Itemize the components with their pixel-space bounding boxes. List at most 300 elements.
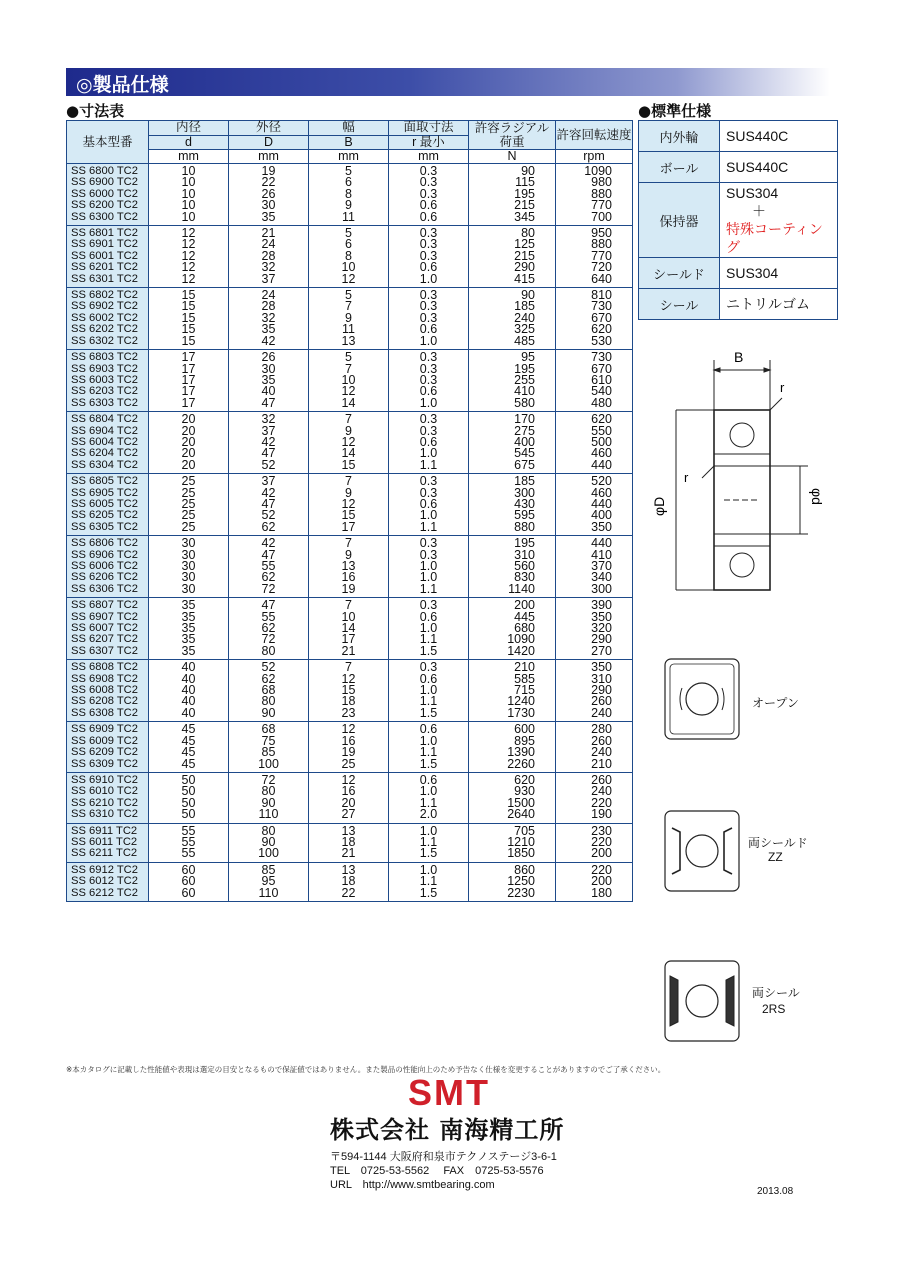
dimension-table [66,120,633,902]
col-name: 許容ラジアル荷重 [469,121,556,150]
value: 45 [181,733,196,748]
value: 240 [514,310,535,325]
value: 720 [591,260,612,275]
model-number: SS 6001 TC2 [71,249,138,262]
value: 550 [591,423,612,438]
model-number: SS 6803 TC2 [71,351,138,364]
value: 17 [341,632,356,647]
value: 42 [261,485,276,500]
model-number: SS 6902 TC2 [71,300,138,313]
value: 340 [591,570,612,585]
value: 1.0 [419,333,438,348]
model-cell [67,660,149,722]
value: 200 [514,598,535,613]
value: 30 [181,581,196,596]
spec-section-title: ●標準仕様 [638,102,712,120]
value: 19 [261,164,276,178]
value-cell-d [149,862,229,901]
table-row-group [67,660,633,722]
model-cell [67,722,149,773]
value-cell-r [389,474,469,536]
value: 0.3 [419,361,438,376]
company-phone-fax: TEL 0725-53-5562 FAX 0725-53-5576 [330,1165,544,1177]
value: 190 [591,807,612,822]
value: 1.0 [419,733,438,748]
value-cell-r [389,722,469,773]
value: 0.6 [419,322,438,337]
value: 13 [341,559,356,573]
value: 72 [261,772,276,787]
value: 1.0 [419,446,438,461]
value: 0.3 [419,372,438,387]
value: 1.0 [419,508,438,523]
value: 215 [514,198,535,213]
spec-row [639,152,838,183]
value: 12 [181,237,196,252]
coating-label: 特殊コーティング [726,221,823,255]
value: 320 [591,621,612,636]
value-cell-D [229,772,309,823]
value: 110 [258,885,279,900]
model-number: SS 6807 TC2 [71,599,138,612]
value: 7 [345,299,352,314]
value: 0.6 [419,671,438,686]
value-cell-B [309,772,389,823]
company-address: 〒594-1144 大阪府和泉市テクノステージ3-6-1 [330,1151,557,1163]
value: 300 [514,485,535,500]
model-number: SS 6204 TC2 [71,447,138,460]
value: 1500 [507,795,535,810]
value-cell-d [149,288,229,350]
value: 85 [261,745,276,760]
value-cell-d [149,536,229,598]
spec-value: SUS304 [720,258,838,289]
value: 5 [345,164,352,178]
value-cell-B [309,823,389,862]
value: 860 [514,862,535,877]
value-cell-rpm [556,226,633,288]
value: 220 [591,834,612,849]
value: 21 [341,643,356,658]
model-number: SS 6802 TC2 [71,289,138,302]
value: 85 [261,862,276,877]
value: 325 [514,322,535,337]
value: 400 [514,434,535,449]
value: 62 [261,570,276,585]
value: 52 [261,660,276,675]
value: 610 [591,372,612,387]
value: 25 [181,474,196,489]
value: 95 [521,350,535,365]
table-row-group [67,226,633,288]
table-row-group [67,772,633,823]
value: 90 [521,164,535,178]
value: 195 [514,186,535,201]
value-cell-B [309,862,389,901]
value: 1.5 [419,643,438,658]
company-url: URL http://www.smtbearing.com [330,1179,495,1191]
table-row-group [67,288,633,350]
value-cell-B [309,474,389,536]
value: 90 [261,834,276,849]
value: 60 [181,862,196,877]
value: 72 [261,632,276,647]
value-cell-D [229,474,309,536]
value: 68 [261,683,276,698]
value: 47 [261,547,276,562]
value: 50 [181,772,196,787]
variant-2rs-label: 両シール [752,986,800,1000]
value-cell-N [469,536,556,598]
value: 1.5 [419,756,438,771]
value: 15 [341,683,356,698]
value: 95 [261,874,276,889]
value: 12 [341,496,356,511]
value-cell-D [229,288,309,350]
value: 415 [514,271,535,286]
value-cell-rpm [556,536,633,598]
value: 255 [514,372,535,387]
value: 30 [181,547,196,562]
value: 15 [181,333,196,348]
value: 55 [261,609,276,624]
table-row-group [67,862,633,901]
col-symbol: r 最小 [389,135,469,150]
value: 7 [345,536,352,551]
value: 370 [591,559,612,573]
value: 240 [591,784,612,799]
value: 2.0 [419,807,438,822]
value: 25 [181,485,196,500]
value: 0.3 [419,350,438,365]
value: 72 [261,581,276,596]
value-cell-N [469,226,556,288]
value: 28 [261,248,276,263]
value: 620 [514,772,535,787]
value: 520 [591,474,612,489]
value: 185 [514,299,535,314]
value-cell-rpm [556,772,633,823]
model-number: SS 6806 TC2 [71,537,138,550]
value: 210 [514,660,535,675]
label-inner-diameter: φd [809,488,825,505]
value: 14 [341,446,356,461]
model-number: SS 6912 TC2 [71,863,138,876]
value: 50 [181,795,196,810]
label-B: B [734,349,744,365]
value: 37 [261,271,276,286]
value: 220 [591,862,612,877]
value: 12 [181,271,196,286]
model-cell [67,226,149,288]
company-logo: SMT [408,1072,490,1113]
value: 0.3 [419,310,438,325]
model-number: SS 6205 TC2 [71,509,138,522]
value: 80 [261,784,276,799]
value: 0.6 [419,496,438,511]
value: 20 [181,423,196,438]
value: 1.1 [419,834,438,849]
value-cell-D [229,598,309,660]
value: 215 [514,248,535,263]
value: 15 [341,457,356,472]
model-number: SS 6302 TC2 [71,334,138,347]
value: 35 [181,643,196,658]
value: 12 [181,248,196,263]
value: 17 [181,350,196,365]
value: 730 [591,350,612,365]
value: 17 [181,372,196,387]
value: 25 [181,496,196,511]
spec-value: SUS304 [726,185,779,201]
value: 0.6 [419,384,438,399]
value: 275 [514,423,535,438]
value: 0.3 [419,412,438,427]
col-symbol: d [149,135,229,150]
model-number: SS 6012 TC2 [71,875,138,888]
disclaimer-note: ※本カタログに記載した性能値や表現は選定の目安となるもので保証値ではありません。また製品の性能向上のため予告なく仕様を変更することがありますのでご了承ください。 [66,1065,666,1074]
value-cell-D [229,164,309,226]
value: 460 [591,446,612,461]
value: 35 [181,621,196,636]
model-number: SS 6306 TC2 [71,582,138,595]
value-cell-N [469,288,556,350]
model-number: SS 6804 TC2 [71,413,138,426]
spec-value: SUS440C [720,121,838,152]
value: 15 [181,299,196,314]
value: 0.3 [419,660,438,675]
value: 9 [345,423,352,438]
value: 0.3 [419,299,438,314]
value: 1420 [507,643,535,658]
model-number: SS 6003 TC2 [71,373,138,386]
value: 11 [342,322,355,337]
spec-key: 保持器 [639,183,720,258]
value: 32 [261,412,276,427]
value-cell-r [389,862,469,901]
value: 40 [181,671,196,686]
value: 6 [345,237,352,252]
value-cell-D [229,412,309,474]
spec-value-cage [720,183,838,258]
col-unit: mm [229,150,309,164]
value: 25 [181,508,196,523]
value-cell-r [389,288,469,350]
value: 580 [514,395,535,410]
value: 195 [514,536,535,551]
value: 15 [181,310,196,325]
value-cell-N [469,164,556,226]
model-cell [67,823,149,862]
spec-key: シール [639,289,720,320]
value: 80 [261,694,276,709]
value-cell-B [309,536,389,598]
value: 14 [341,621,356,636]
value: 830 [514,570,535,585]
value: 8 [345,248,352,263]
spec-key: ボール [639,152,720,183]
value: 19 [341,581,356,596]
value: 9 [345,547,352,562]
value: 595 [514,508,535,523]
value: 280 [591,722,612,737]
value-cell-B [309,598,389,660]
spec-table [638,120,838,320]
value-cell-r [389,598,469,660]
value: 705 [514,823,535,838]
value-cell-r [389,772,469,823]
spec-row [639,121,838,152]
value: 26 [261,186,276,201]
value: 1.0 [419,823,438,838]
col-name: 内径 [149,121,229,136]
spec-row [639,289,838,320]
value: 1.0 [419,395,438,410]
value: 675 [514,457,535,472]
col-unit: rpm [556,150,633,164]
dimension-table-body [67,164,633,902]
model-number: SS 6801 TC2 [71,227,138,240]
value: 300 [591,581,612,596]
value: 90 [261,705,276,720]
value: 0.6 [419,209,438,224]
value: 60 [181,885,196,900]
value: 1.5 [419,705,438,720]
bearing-dimension-diagram [640,340,825,620]
value-cell-rpm [556,722,633,773]
value: 47 [261,496,276,511]
title-banner [66,68,830,96]
value: 240 [591,745,612,760]
model-number: SS 6211 TC2 [71,847,138,860]
value-cell-r [389,660,469,722]
dims-section-title: ●寸法表 [66,102,125,120]
model-number: SS 6904 TC2 [71,424,138,437]
value: 260 [591,694,612,709]
value: 35 [261,372,276,387]
value-cell-d [149,598,229,660]
value: 20 [181,412,196,427]
value: 1210 [507,834,535,849]
value: 6 [345,175,352,190]
value: 1.1 [419,632,438,647]
value: 0.3 [419,536,438,551]
value: 0.6 [419,260,438,275]
value: 770 [591,198,612,213]
value: 10 [341,609,356,624]
value: 880 [591,237,612,252]
model-header: 基本型番 [67,121,149,164]
col-name: 許容回転速度 [556,121,633,150]
value: 21 [261,226,276,241]
value: 16 [341,570,356,585]
value: 40 [181,705,196,720]
value: 980 [591,175,612,190]
table-row-group [67,164,633,226]
value: 52 [261,457,276,472]
value: 410 [514,384,535,399]
model-number: SS 6310 TC2 [71,808,138,821]
value-cell-r [389,412,469,474]
value: 62 [261,519,276,534]
value-cell-N [469,598,556,660]
model-cell [67,412,149,474]
value: 60 [181,874,196,889]
value: 1.1 [419,874,438,889]
value: 68 [261,722,276,737]
value-cell-N [469,474,556,536]
value: 22 [261,175,276,190]
model-number: SS 6800 TC2 [71,165,138,177]
value: 19 [341,745,356,760]
value: 24 [261,237,276,252]
value: 2260 [507,756,535,771]
value: 0.6 [419,772,438,787]
value: 18 [341,874,356,889]
value: 620 [591,322,612,337]
col-symbol: D [229,135,309,150]
value: 9 [345,485,352,500]
model-number: SS 6808 TC2 [71,661,138,674]
value: 13 [341,333,356,348]
value-cell-rpm [556,660,633,722]
value: 52 [261,508,276,523]
value: 7 [345,361,352,376]
value: 260 [591,772,612,787]
value-cell-d [149,350,229,412]
value-cell-d [149,823,229,862]
model-number: SS 6207 TC2 [71,633,138,646]
value: 170 [514,412,535,427]
value-cell-d [149,660,229,722]
value: 180 [591,885,612,900]
value: 62 [261,671,276,686]
value: 600 [514,722,535,737]
value: 30 [261,361,276,376]
model-number: SS 6202 TC2 [71,323,138,336]
value-cell-rpm [556,288,633,350]
value: 670 [591,361,612,376]
value: 45 [181,756,196,771]
value: 32 [261,260,276,275]
value: 1390 [507,745,535,760]
value: 0.3 [419,288,438,303]
page-title: ◎製品仕様 [76,74,169,96]
value: 10 [341,372,356,387]
value: 12 [341,434,356,449]
value-cell-d [149,412,229,474]
value-cell-d [149,164,229,226]
value: 40 [181,683,196,698]
value: 500 [591,434,612,449]
variant-2rs-code: 2RS [762,1002,786,1016]
value-cell-rpm [556,862,633,901]
col-unit: mm [149,150,229,164]
value-cell-rpm [556,598,633,660]
value: 9 [345,310,352,325]
value: 10 [341,260,356,275]
value: 15 [181,288,196,303]
spec-row [639,183,838,258]
value: 12 [181,226,196,241]
value: 700 [591,209,612,224]
value: 24 [261,288,276,303]
value-cell-D [229,722,309,773]
value-cell-N [469,660,556,722]
model-number: SS 6000 TC2 [71,187,138,200]
value: 30 [261,198,276,213]
variant-zz-label: 両シールド [748,836,808,850]
